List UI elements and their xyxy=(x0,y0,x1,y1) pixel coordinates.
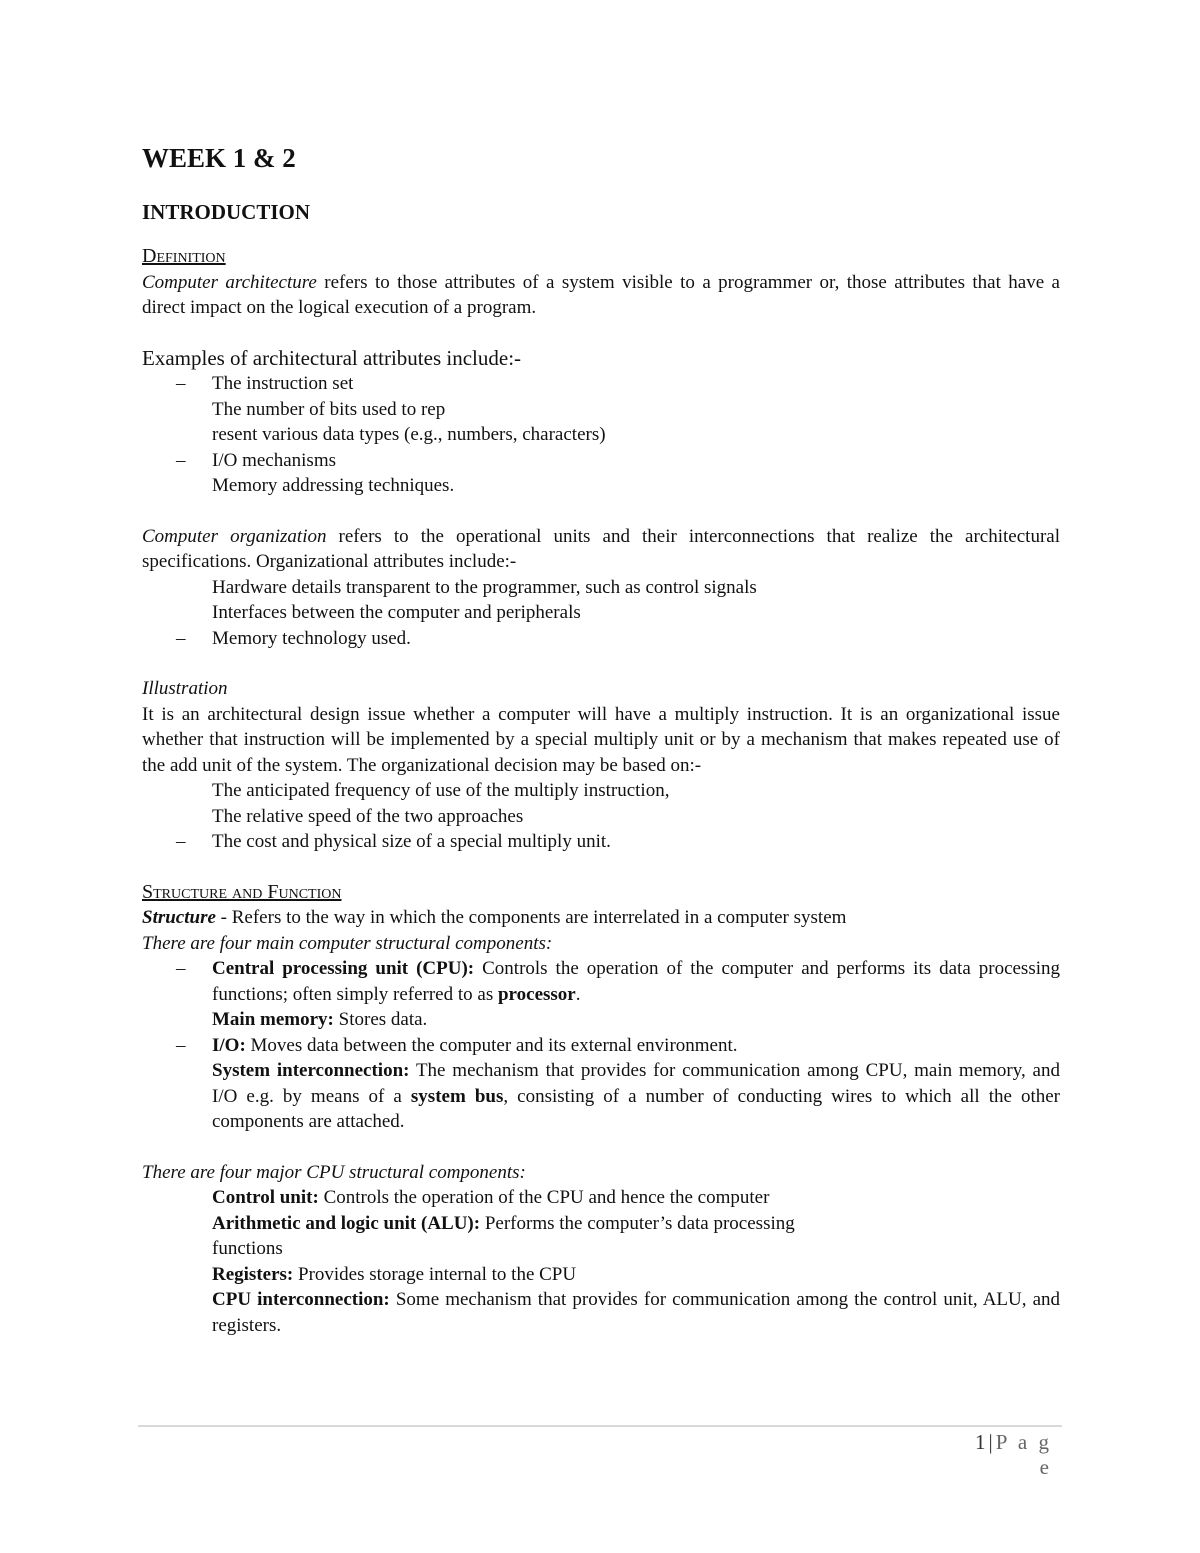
list-item: Hardware details transparent to the programmer, such as control signals xyxy=(212,576,757,598)
list-item: Arithmetic and logic unit (ALU): Performs the computer’s data processing functions xyxy=(212,1212,795,1259)
list-item: Registers: Provides storage internal to the CPU xyxy=(212,1263,577,1285)
list-item: The relative speed of the two approaches xyxy=(212,805,524,827)
page-number: 1 xyxy=(975,1430,989,1454)
list-item: – The cost and physical size of a special multiply unit. xyxy=(176,831,611,852)
page-footer xyxy=(960,1430,1052,1480)
page-label: P a g e xyxy=(995,1430,1052,1479)
arch-attributes-lead: Examples of architectural attributes include:- xyxy=(142,345,522,370)
list-item: CPU interconnection: Some mechanism that provides for communication among the control unit, ALU, and registers. xyxy=(212,1289,1061,1336)
list-item: – I/O: Moves data between the computer and its external environment. xyxy=(176,1034,738,1056)
structure-intro: There are four main computer structural components: xyxy=(142,932,553,954)
structure-definition: Structure - Refers to the way in which the components are interrelated in a computer system xyxy=(142,907,847,928)
organization-attributes-list xyxy=(142,575,1060,652)
structural-components-list xyxy=(142,956,1060,1135)
definition-term: Computer architecture xyxy=(142,271,317,293)
organization-text: refers to the operational units and their interconnections that realize the architectural specifications. Organizational attributes include:- xyxy=(142,525,1060,572)
definition-text: refers to those attributes of a system visible to a programmer or, those attributes that have a direct impact on the logical execution of a program. xyxy=(142,271,1060,318)
list-item: Main memory: Stores data. xyxy=(212,1009,428,1030)
cpu-components-list xyxy=(142,1185,1060,1338)
footer-separator: | xyxy=(988,1430,996,1454)
organization-term: Computer organization xyxy=(142,525,327,547)
definition-paragraph xyxy=(142,270,1060,321)
illustration-title: Illustration xyxy=(142,678,228,699)
definition-title: Definition xyxy=(142,245,226,267)
list-item: The anticipated frequency of use of the multiply instruction, xyxy=(212,780,670,801)
list-item: resent various data types (e.g., numbers, characters) xyxy=(212,424,606,445)
structure-title: Structure and Function xyxy=(142,880,342,903)
section-heading: INTRODUCTION xyxy=(142,200,311,224)
list-item: – Memory technology used. xyxy=(176,627,411,649)
illustration-list xyxy=(142,778,1060,855)
list-item: Interfaces between the computer and peripherals xyxy=(212,602,581,623)
organization-paragraph xyxy=(142,524,1060,575)
list-item: System interconnection: The mechanism that provides for communication among CPU, main memory, and I/O e.g. by means of a system bus, consisting of a number of conducting wires to which all the other components are attached. xyxy=(212,1060,1061,1132)
list-item: – The instruction set xyxy=(176,373,354,394)
structure-term: Structure xyxy=(142,907,216,928)
list-item: – I/O mechanisms xyxy=(176,449,337,471)
list-item: – Central processing unit (CPU): Controls the operation of the computer and performs its data processing functions; often simply referred to as processor. xyxy=(176,958,1061,1005)
illustration-paragraph: It is an architectural design issue whether a computer will have a multiply instruction. It is an organizational issue whether that instruction will be implemented by a special multiply unit or by a mechanism that makes repeated use of the add unit of the system. The organizational decision may be based on:- xyxy=(142,703,1060,776)
list-item: Control unit: Controls the operation of the CPU and hence the computer xyxy=(212,1187,770,1208)
list-item: The number of bits used to rep xyxy=(212,398,446,420)
page-heading: WEEK 1 & 2 xyxy=(142,143,296,173)
cpu-components-intro: There are four major CPU structural components: xyxy=(142,1161,526,1183)
page-content xyxy=(142,140,1060,1338)
list-item: Memory addressing techniques. xyxy=(212,475,455,496)
arch-attributes-list xyxy=(142,371,1060,499)
footer-divider xyxy=(138,1425,1062,1427)
